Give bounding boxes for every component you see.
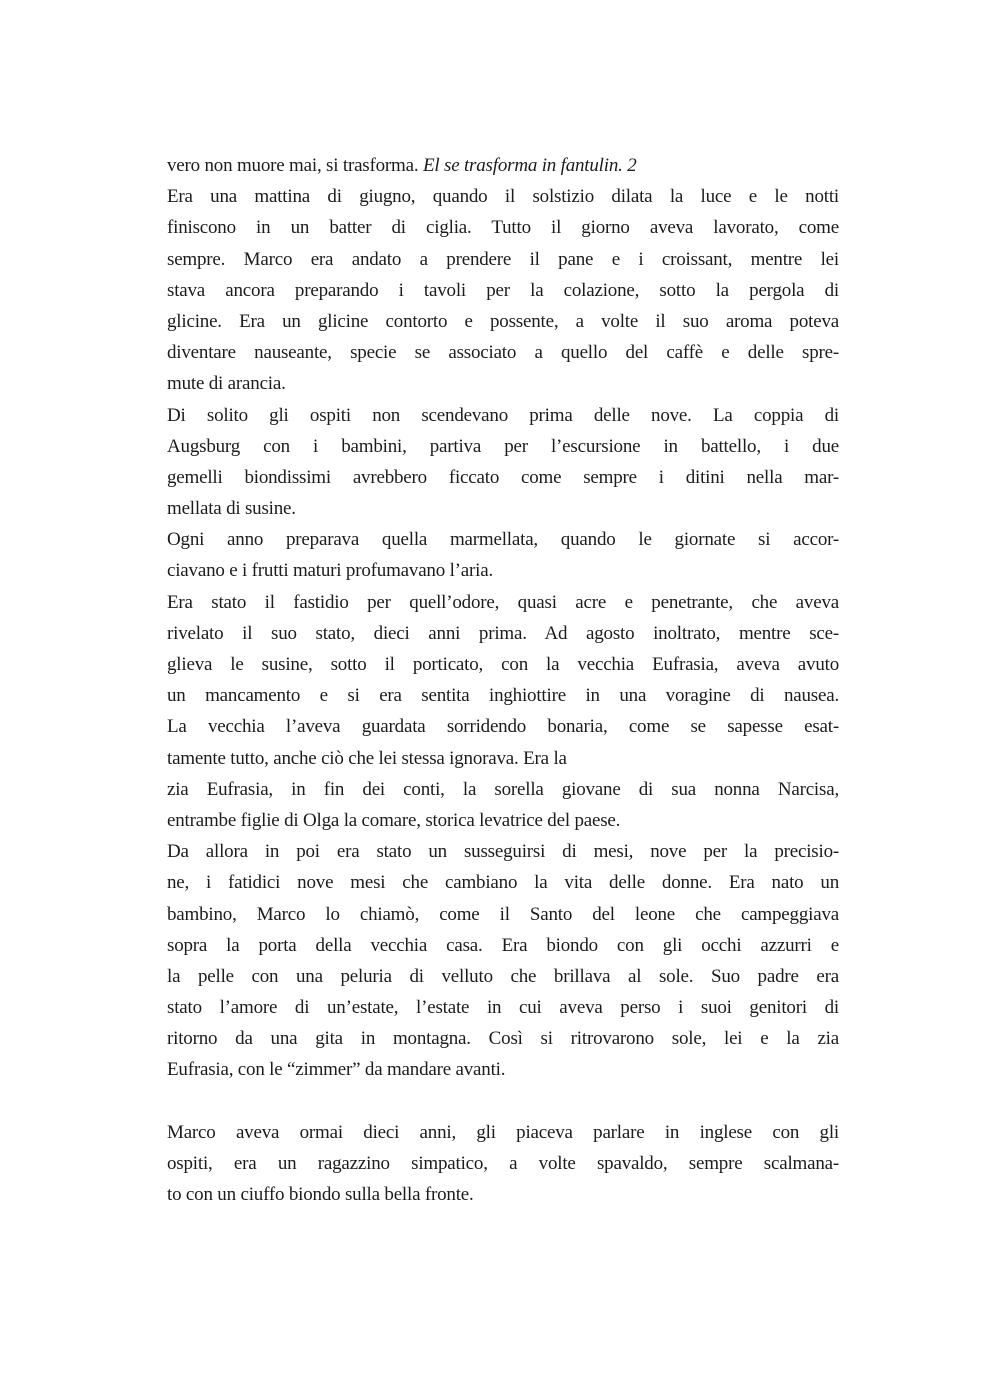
text-line: La vecchia l’aveva guardata sorridendo bonaria, come se sapesse esat-	[167, 716, 839, 738]
text-line: rivelato il suo stato, dieci anni prima. Ad agosto inoltrato, mentre sce-	[167, 622, 839, 644]
text-line: Di solito gli ospiti non scendevano prima delle nove. La coppia di	[167, 404, 839, 426]
text-line: mute di arancia.	[167, 373, 286, 395]
text-line: stava ancora preparando i tavoli per la colazione, sotto la pergola di	[167, 279, 839, 301]
text-line: diventare nauseante, specie se associato a quello del caffè e delle spre-	[167, 342, 839, 364]
text-line: Augsburg con i bambini, partiva per l’escursione in battello, i due	[167, 435, 839, 457]
text-line: sempre. Marco era andato a prendere il pane e i croissant, mentre lei	[167, 248, 839, 270]
text-line: finiscono in un batter di ciglia. Tutto il giorno aveva lavorato, come	[167, 217, 839, 239]
text-line: sopra la porta della vecchia casa. Era biondo con gli occhi azzurri e	[167, 934, 839, 956]
text-line: to con un ciuffo biondo sulla bella fronte.	[167, 1184, 474, 1206]
text-line: Eufrasia, con le “zimmer” da mandare avanti.	[167, 1059, 506, 1081]
text-line	[167, 150, 839, 181]
text-line: stato l’amore di un’estate, l’estate in cui aveva perso i suoi genitori di	[167, 997, 839, 1019]
text-line: Era stato il fastidio per quell’odore, quasi acre e penetrante, che aveva	[167, 591, 839, 613]
italic-text-run: El se trasforma in fantulin. 2	[422, 155, 637, 176]
blank-line	[167, 1086, 839, 1117]
text-line: glicine. Era un glicine contorto e possente, a volte il suo aroma poteva	[167, 310, 839, 332]
text-line: bambino, Marco lo chiamò, come il Santo del leone che campeggiava	[167, 903, 839, 925]
text-line: gemelli biondissimi avrebbero ficcato come sempre i ditini nella mar-	[167, 466, 839, 488]
text-line: ciavano e i frutti maturi profumavano l’aria.	[167, 560, 494, 582]
text-line: ne, i fatidici nove mesi che cambiano la vita delle donne. Era nato un	[167, 872, 839, 894]
text-line: entrambe figlie di Olga la comare, storica levatrice del paese.	[167, 809, 621, 831]
text-line: un mancamento e si era sentita inghiottire in una voragine di nausea.	[167, 685, 839, 707]
text-line: ospiti, era un ragazzino simpatico, a volte spavaldo, sempre scalmana-	[167, 1153, 839, 1174]
text-line: Da allora in poi era stato un susseguirsi di mesi, nove per la precisio-	[167, 841, 839, 863]
text-line: tamente tutto, anche ciò che lei stessa ignorava. Era la	[167, 747, 567, 769]
text-run: vero non muore mai, si trasforma.	[167, 155, 423, 176]
text-line: ritorno da una gita in montagna. Così si ritrovarono sole, lei e la zia	[167, 1028, 839, 1050]
text-line: Era una mattina di giugno, quando il solstizio dilata la luce e le notti	[167, 186, 839, 208]
text-line: zia Eufrasia, in fin dei conti, la sorella giovane di sua nonna Narcisa,	[167, 778, 839, 800]
document-page	[167, 150, 839, 1210]
text-line: la pelle con una peluria di velluto che brillava al sole. Suo padre era	[167, 965, 839, 987]
text-line: Ogni anno preparava quella marmellata, quando le giornate si accor-	[167, 529, 839, 551]
text-line: mellata di susine.	[167, 498, 296, 520]
text-line: Marco aveva ormai dieci anni, gli piaceva parlare in inglese con gli	[167, 1121, 839, 1143]
text-line: glieva le susine, sotto il porticato, con la vecchia Eufrasia, aveva avuto	[167, 654, 839, 675]
